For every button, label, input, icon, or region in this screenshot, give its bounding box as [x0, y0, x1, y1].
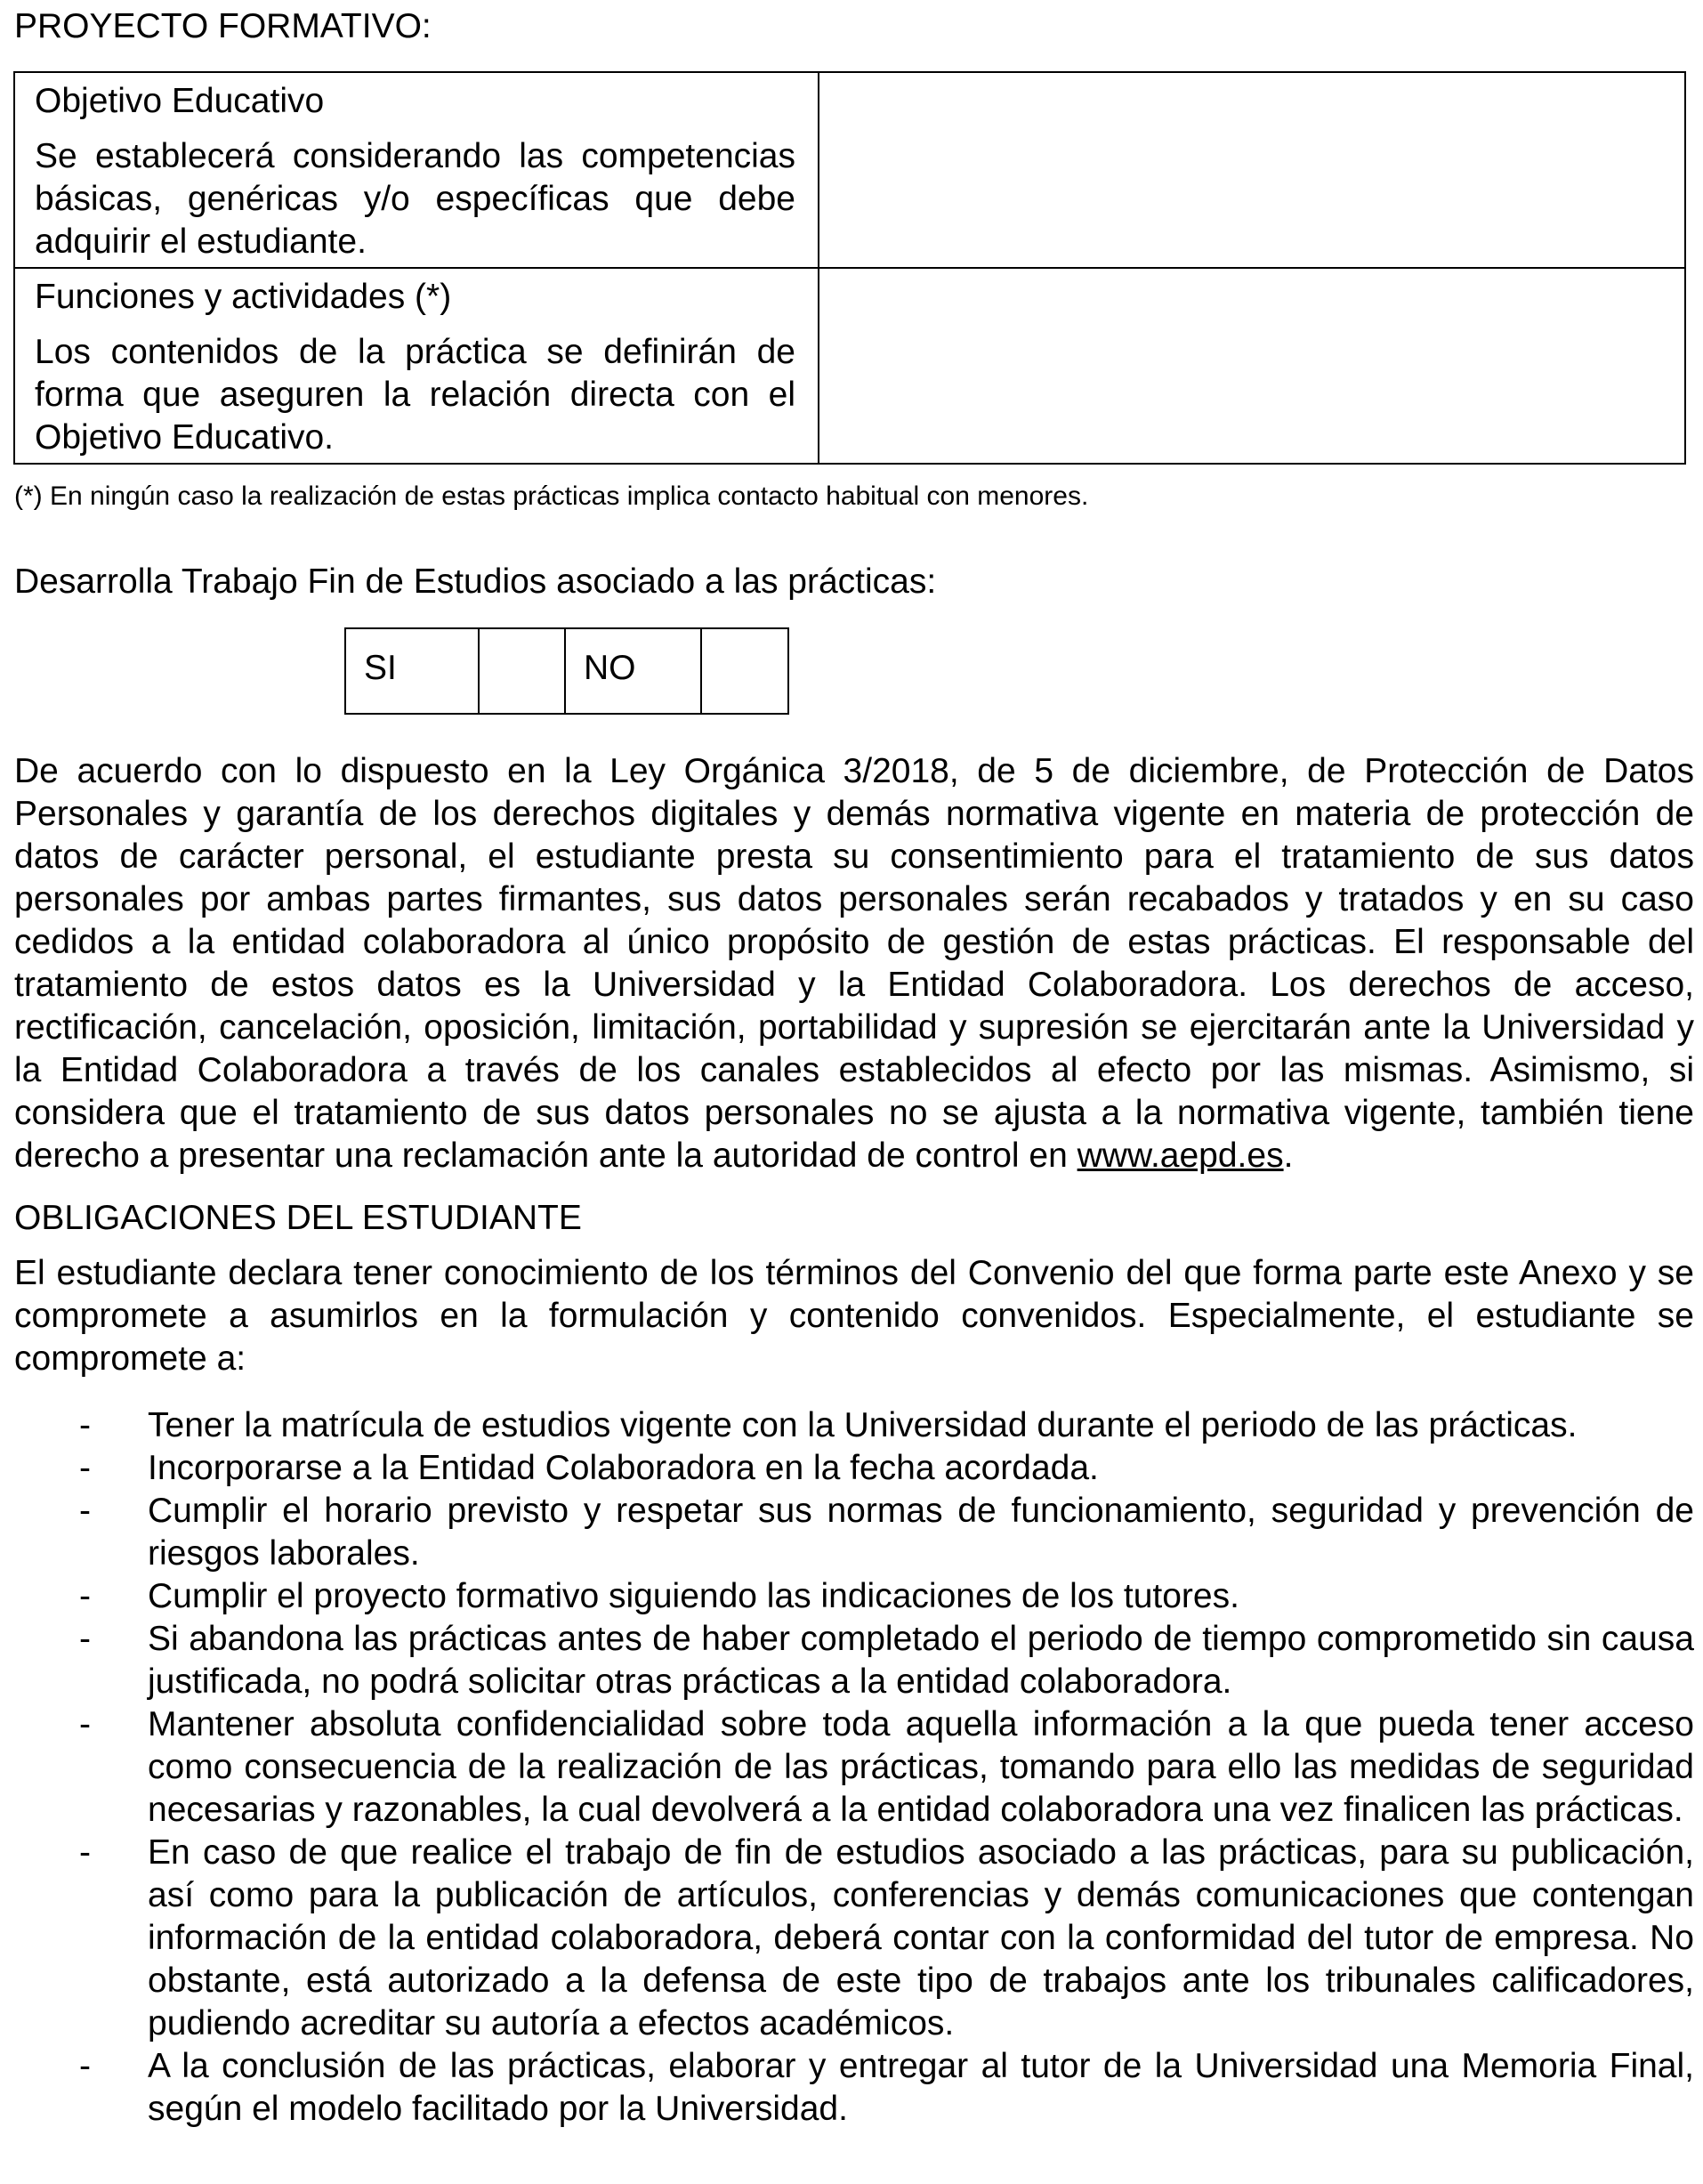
- si-label: SI: [345, 628, 479, 714]
- list-bullet: -: [79, 1449, 91, 1487]
- list-item-text: Si abandona las prácticas antes de haber completado el periodo de tiempo comprometido sin causa justificada, no podrá solicitar otras prácticas a la entidad colaboradora.: [148, 1620, 1694, 1701]
- objetivo-educativo-title: Objetivo Educativo: [35, 82, 325, 120]
- list-bullet: -: [79, 1577, 91, 1615]
- list-bullet: -: [79, 1406, 91, 1444]
- list-item-text: Cumplir el proyecto formativo siguiendo las indicaciones de los tutores.: [148, 1577, 1239, 1615]
- section-title-proyecto-formativo: PROYECTO FORMATIVO:: [14, 7, 432, 45]
- list-bullet: -: [79, 1833, 91, 1872]
- table-row-objetivo-educativo: [14, 72, 1685, 268]
- list-item-text: Cumplir el horario previsto y respetar sus normas de funcionamiento, seguridad y prevención de riesgos laborales.: [148, 1492, 1694, 1573]
- list-item-text: Incorporarse a la Entidad Colaboradora en la fecha acordada.: [148, 1449, 1099, 1487]
- obligaciones-list: [14, 1404, 1694, 2131]
- objetivo-educativo-value-field[interactable]: [819, 72, 1685, 268]
- list-item: [14, 1404, 1694, 1447]
- list-item: [14, 1703, 1694, 1832]
- si-no-table: [344, 627, 789, 715]
- footnote-menores: (*) En ningún caso la realización de estas prácticas implica contacto habitual con menores.: [14, 481, 1089, 511]
- list-bullet: -: [79, 1705, 91, 1743]
- tfe-question: Desarrolla Trabajo Fin de Estudios asociado a las prácticas:: [14, 562, 937, 601]
- list-bullet: -: [79, 1620, 91, 1658]
- funciones-actividades-value-field[interactable]: [819, 268, 1685, 464]
- lopd-end: .: [1283, 1136, 1294, 1175]
- list-item-text: Mantener absoluta confidencialidad sobre toda aquella información a la que pueda tener acceso como consecuencia de la realización de las prácticas, tomando para ello las medidas de seguridad necesarias y razonables, la cual devolverá a la entidad colaboradora una vez finalicen las prácticas.: [148, 1705, 1694, 1829]
- lopd-paragraph: [14, 750, 1694, 1177]
- list-item-text: A la conclusión de las prácticas, elaborar y entregar al tutor de la Universidad una Memoria Final, según el modelo facilitado por la Universidad.: [148, 2047, 1694, 2128]
- list-item: [14, 1490, 1694, 1575]
- si-checkbox[interactable]: [479, 628, 565, 714]
- list-item: [14, 2045, 1694, 2131]
- list-item: [14, 1832, 1694, 2045]
- obligaciones-intro: El estudiante declara tener conocimiento de los términos del Convenio del que forma parte este Anexo y se compromete a asumirlos en la formulación y contenido convenidos. Especialmente, el estudiante se compromete a:: [14, 1254, 1694, 1378]
- lopd-text: De acuerdo con lo dispuesto en la Ley Orgánica 3/2018, de 5 de diciembre, de Protección de Datos Personales y garantía de los derechos digitales y demás normativa vigente en materia de protección de datos de carácter personal, el estudiante presta su consentimiento para el tratamiento de sus datos personales por ambas partes firmantes, sus datos personales serán recabados y tratados y en su caso cedidos a la entidad colaboradora al único propósito de gestión de estas prácticas. El responsable del tratamiento de estos datos es la Universidad y la Entidad Colaboradora. Los derechos de acceso, rectificación, cancelación, oposición, limitación, portabilidad y supresión se ejercitarán ante la Universidad y la Entidad Colaboradora a través de los canales establecidos al efecto por las mismas. Asimismo, si considera que el tratamiento de sus datos personales no se ajusta a la normativa vigente, también tiene derecho a presentar una reclamación ante la autoridad de control en: [14, 752, 1694, 1175]
- list-item-text: En caso de que realice el trabajo de fin de estudios asociado a las prácticas, para su publicación, así como para la publicación de artículos, conferencias y demás comunicaciones que contengan información de la entidad colaboradora, deberá contar con la conformidad del tutor de empresa. No obstante, está autorizado a la defensa de este tipo de trabajos ante los tribunales calificadores, pudiendo acreditar su autoría a efectos académicos.: [148, 1833, 1694, 2042]
- funciones-actividades-title: Funciones y actividades (*): [35, 278, 452, 316]
- list-item: [14, 1447, 1694, 1490]
- funciones-actividades-description: Los contenidos de la práctica se definirán de forma que aseguren la relación directa con el Objetivo Educativo.: [35, 333, 795, 457]
- objetivo-educativo-label-cell: [14, 72, 819, 268]
- funciones-actividades-label-cell: [14, 268, 819, 464]
- objetivo-educativo-description: Se establecerá considerando las competencias básicas, genéricas y/o específicas que debe adquirir el estudiante.: [35, 137, 795, 261]
- list-bullet: -: [79, 2047, 91, 2085]
- obligaciones-title: OBLIGACIONES DEL ESTUDIANTE: [14, 1199, 582, 1237]
- list-item-text: Tener la matrícula de estudios vigente con la Universidad durante el periodo de las prácticas.: [148, 1406, 1578, 1444]
- proyecto-formativo-table: [13, 71, 1686, 465]
- list-item: [14, 1618, 1694, 1703]
- no-checkbox[interactable]: [701, 628, 788, 714]
- list-item: [14, 1575, 1694, 1618]
- aepd-link[interactable]: www.aepd.es: [1077, 1136, 1284, 1175]
- table-row-funciones-actividades: [14, 268, 1685, 464]
- no-label: NO: [565, 628, 701, 714]
- si-no-row: [345, 628, 788, 714]
- list-bullet: -: [79, 1492, 91, 1530]
